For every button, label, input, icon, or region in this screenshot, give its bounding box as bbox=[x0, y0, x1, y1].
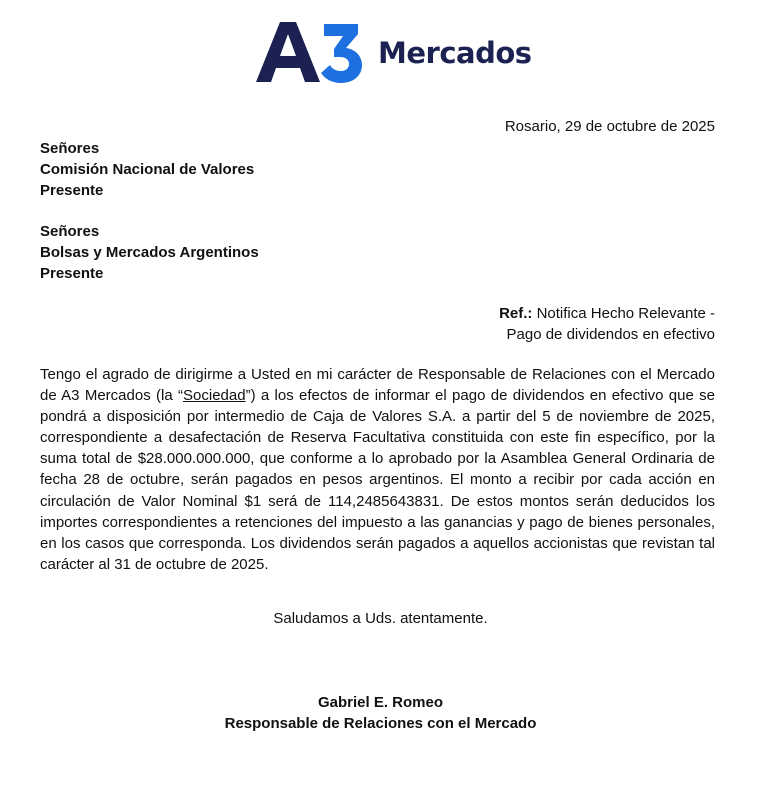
signatory-title: Responsable de Relaciones con el Mercado bbox=[224, 715, 537, 732]
addressee-closing: Presente bbox=[40, 265, 104, 282]
addressee-salutation: Señores bbox=[40, 140, 100, 157]
a3-mercados-logo bbox=[254, 20, 532, 84]
reference-line-2: Pago de dividendos en efectivo bbox=[506, 326, 715, 343]
body-text-part-1: Tengo el agrado de dirigirme a Usted en mi carácter de Responsable de Relaciones con el Mercado de A3 Mercados (la “ bbox=[40, 366, 715, 405]
addressee-closing: Presente bbox=[40, 182, 104, 199]
addressee-name: Comisión Nacional de Valores bbox=[40, 161, 255, 178]
addressee-salutation: Señores bbox=[40, 223, 100, 240]
reference-line-1: Notifica Hecho Relevante - bbox=[536, 305, 715, 322]
a3-logo-mark-icon bbox=[254, 20, 374, 84]
reference-label: Ref.: bbox=[499, 305, 533, 322]
defined-term: Sociedad bbox=[183, 387, 246, 405]
closing-line: Saludamos a Uds. atentamente. bbox=[273, 610, 488, 627]
addressee-name: Bolsas y Mercados Argentinos bbox=[40, 244, 259, 261]
logo-wordmark: Mercados bbox=[378, 36, 532, 70]
addressee-block bbox=[40, 138, 254, 201]
reference-block bbox=[499, 303, 715, 345]
body-text-part-2: ”) a los efectos de informar el pago de dividendos en efectivo que se pondrá a disposición por intermedio de Caja de Valores S.A. a partir del 5 de noviembre de 2025, correspondiente a desafectación de Reserva Facultativa constituida con este fin específico, por la suma total de $28.000.000.000, que conforme a lo aprobado por la Asamblea General Ordinaria de fecha 28 de octubre, serán pagados en pesos argentinos. El monto a recibir por cada acción en circulación de Valor Nominal $1 será de 114,2485643831. De estos montos serán deducidos los importes correspondientes a retenciones del impuesto a las ganancias y pago de bienes personales, en los casos que corresponda. Los dividendos serán pagados a aquellos accionistas que revistan tal carácter al 31 de octubre de 2025. bbox=[40, 387, 715, 573]
signature-block bbox=[0, 692, 761, 734]
date-line: Rosario, 29 de octubre de 2025 bbox=[504, 118, 715, 135]
addressee-block bbox=[40, 221, 259, 284]
signatory-name: Gabriel E. Romeo bbox=[317, 694, 444, 711]
letter-body bbox=[40, 364, 715, 575]
